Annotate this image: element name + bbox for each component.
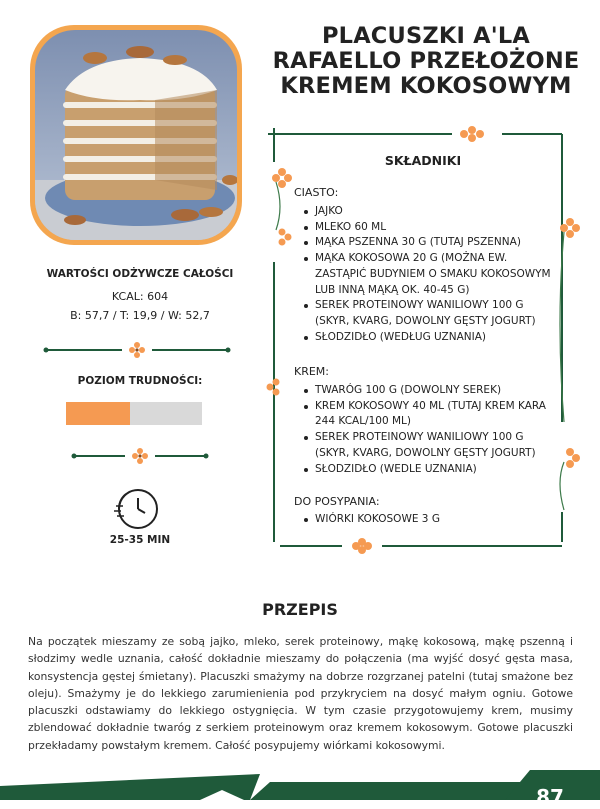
list-item: TWARÓG 100 G (DOWOLNY SEREK) <box>300 383 552 399</box>
ingredients-section-title: KREM: <box>294 365 330 378</box>
footer-decoration <box>0 768 600 800</box>
list-item: SŁODZIDŁO (WEDŁUG UZNANIA) <box>300 330 552 346</box>
ingredients-heading: SKŁADNIKI <box>384 153 462 168</box>
ingredients-section-title: DO POSYPANIA: <box>294 495 380 508</box>
list-item: MĄKA KOKOSOWA 20 G (MOŻNA EW. ZASTĄPIĆ BUDYNIEM O SMAKU KOKOSOWYM LUB INNĄ MĄKĄ OK. 40-45 G) <box>300 251 552 298</box>
ornament-divider <box>70 448 210 464</box>
ornament-divider <box>42 342 232 358</box>
ingredients-list-ciasto <box>300 204 552 345</box>
list-item: MLEKO 60 ML <box>300 220 552 236</box>
difficulty-bar <box>66 402 202 425</box>
ingredients-list-posypka <box>300 512 552 528</box>
recipe-title: PLACUSZKI A'LA RAFAELLO PRZEŁOŻONE KREMEM KOKOSOWYM <box>272 23 580 99</box>
recipe-photo <box>30 25 242 245</box>
list-item: SŁODZIDŁO (WEDLE UZNANIA) <box>300 462 552 478</box>
recipe-heading: PRZEPIS <box>262 600 338 619</box>
difficulty-bar-fill <box>66 402 130 425</box>
nutrition-macros: B: 57,7 / T: 19,9 / W: 52,7 <box>70 309 210 322</box>
nutrition-heading: WARTOŚCI ODŻYWCZE CAŁOŚCI <box>46 268 234 280</box>
recipe-instructions: Na początek mieszamy ze sobą jajko, mleko, serek proteinowy, mąkę kokosową, mąkę pszenną i słodzimy wedle uznania, całość dokładnie mieszamy do połączenia (ma wyjść dosyć gęsta masa, konsystencja gęstej śmietany). Placuszki smażymy na dobrze rozgrzanej patelni (tutaj smażone bez oleju). Smażymy je do lekkiego zarumienienia pod przykryciem na dosyć małym ogniu. Gotowe placuszki odstawiamy do lekkiego ostygnięcia. W tym czasie przygotowujemy krem, musimy zblendować dokładnie twaróg z serkiem proteinowym oraz kremem kokosowym. Gotowe placuszki przekładamy powstałym kremem. Całość posypujemy wiórkami kokosowymi. <box>28 635 573 752</box>
list-item: JAJKO <box>300 204 552 220</box>
list-item: SEREK PROTEINOWY WANILIOWY 100 G (SKYR, KVARG, DOWOLNY GĘSTY JOGURT) <box>300 430 552 461</box>
list-item: WIÓRKI KOKOSOWE 3 G <box>300 512 552 528</box>
list-item: MĄKA PSZENNA 30 G (TUTAJ PSZENNA) <box>300 235 552 251</box>
pancake-cake-image <box>35 30 237 240</box>
ingredients-section-title: CIASTO: <box>294 186 339 199</box>
ingredients-list-krem <box>300 383 552 477</box>
prep-time: 25-35 MIN <box>109 534 171 546</box>
nutrition-kcal: KCAL: 604 <box>111 290 169 303</box>
clock-icon <box>112 484 160 532</box>
list-item: KREM KOKOSOWY 40 ML (TUTAJ KREM KARA 244 KCAL/100 ML) <box>300 399 552 430</box>
list-item: SEREK PROTEINOWY WANILIOWY 100 G (SKYR, KVARG, DOWOLNY GĘSTY JOGURT) <box>300 298 552 329</box>
difficulty-heading: POZIOM TRUDNOŚCI: <box>77 375 203 387</box>
page-number: 87 <box>536 785 564 809</box>
